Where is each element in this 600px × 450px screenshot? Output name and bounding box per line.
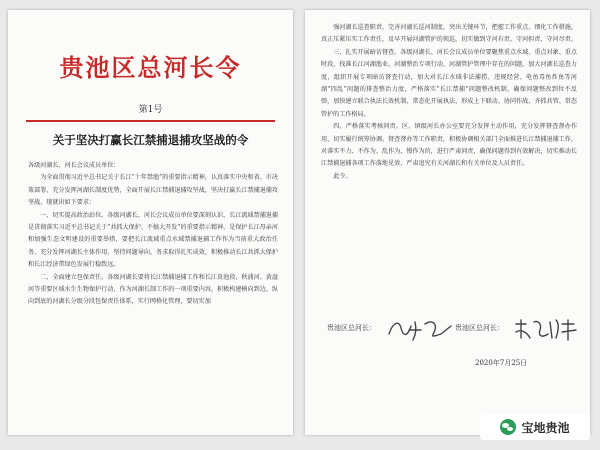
document-page-left — [8, 10, 293, 435]
addressee: 各级河湖长、河长会议成员单位： — [28, 162, 120, 169]
paragraph: 三、扎实开展暗访督查。各级河湖长、河长会议成员单位要聚焦重点水域、重点对象、重点时段，找准长江河湖渔业、河湖整治专项行动、河湖管护管理中存在的问题，加大河湖长巡查力度，组织开展专项暗访督查行动，加大对长江水域非法捕捞、违规经营、电鱼毒鱼炸鱼等河湖“四乱”问题的排查整治力度，严格落实“长江禁捕”问题整改机制，确保问题整改到位不反弹，加快建立联合执法长效机制，常态化开展执法，形成上下联动、协同作战、齐抓共管、常态管护的工作格局。 — [321, 48, 577, 118]
handwritten-signature-right — [512, 316, 582, 342]
paragraph: 二、全面建立包保责任。各级河湖长要将长江禁捕退捕工作和长江贵池段、秋浦河、黄湓河等重要区域水生生物保护行动，作为河湖长制工作的一项重要内容，积极构建横向到边、纵向到底的河湖长分级分段包保责任体系，实行网格化管理，要切实加 — [28, 273, 278, 306]
handwritten-signature-left — [385, 316, 455, 342]
watermark-text: 宝地贵池 — [521, 420, 570, 435]
wechat-icon — [500, 419, 516, 435]
document-page-right — [305, 10, 590, 435]
paragraph: 此令。 — [333, 172, 352, 180]
signature-label-right: 贵池区总河长： — [455, 324, 504, 332]
document-subject: 关于坚决打赢长江禁捕退捕攻坚战的令 — [52, 133, 249, 147]
paragraph: 强河湖长巡查职责，完善河湖长巡河制度，突出关键环节，把握工作重点，细化工作措施，真正压紧压实工作责任，及早开展河湖管护的领巡，切实做到守河有责、守河担责、守河尽责。 — [321, 24, 577, 44]
watermark-badge — [480, 414, 590, 440]
document-number: 第1号 — [138, 105, 163, 115]
paragraph: 四、严格落实考核问责。区、镇级河长办公室要充分发挥主动作用，充分发挥督查督办作用，切实履行统筹协调、督查督办等工作职责，积极协调相关部门全面推进长江禁捕退捕工作，对落实不力、不作为、乱作为、慢作为的，进行严肃问责，确保问题得到有效解决，切实推动长江禁捕退捕各项工作落地见效，严肃追究有关河湖长和有关单位及人员责任。 — [321, 123, 577, 168]
body-text-right — [321, 22, 577, 312]
body-text-left — [28, 160, 278, 430]
document-date: 2020年7月25日 — [475, 359, 528, 367]
red-divider — [26, 120, 275, 122]
paragraph: 一、切实提高政治站位。各级河湖长、河长会议成员单位要深刻认识，长江流域禁捕退捕是贯彻落实习近平总书记关于“共抓大保护、不搞大开发”的重要指示精神，是保护长江母亲河和加强生态文明建设的重要举措，要把长江流域重点水域禁捕退捕工作作为当前重大政治任务，充分发挥河湖长主体作用，坚持问题导向，务求取得扎实成效，积极推动长江共抓大保护和长江经济带绿色发展行稳致远。 — [28, 211, 278, 269]
document-title: 贵池区总河长令 — [59, 53, 242, 82]
signature-label-left: 贵池区总河长： — [327, 324, 376, 332]
paragraph: 为全面贯彻习近平总书记关于长江“十年禁渔”的重要指示精神，认真落实中央和省、市决策部署，充分发挥河湖长制度优势，全面开展长江禁捕退捕攻坚战，坚决打赢长江禁捕退捕攻坚战，现就出如下要求： — [28, 174, 278, 207]
